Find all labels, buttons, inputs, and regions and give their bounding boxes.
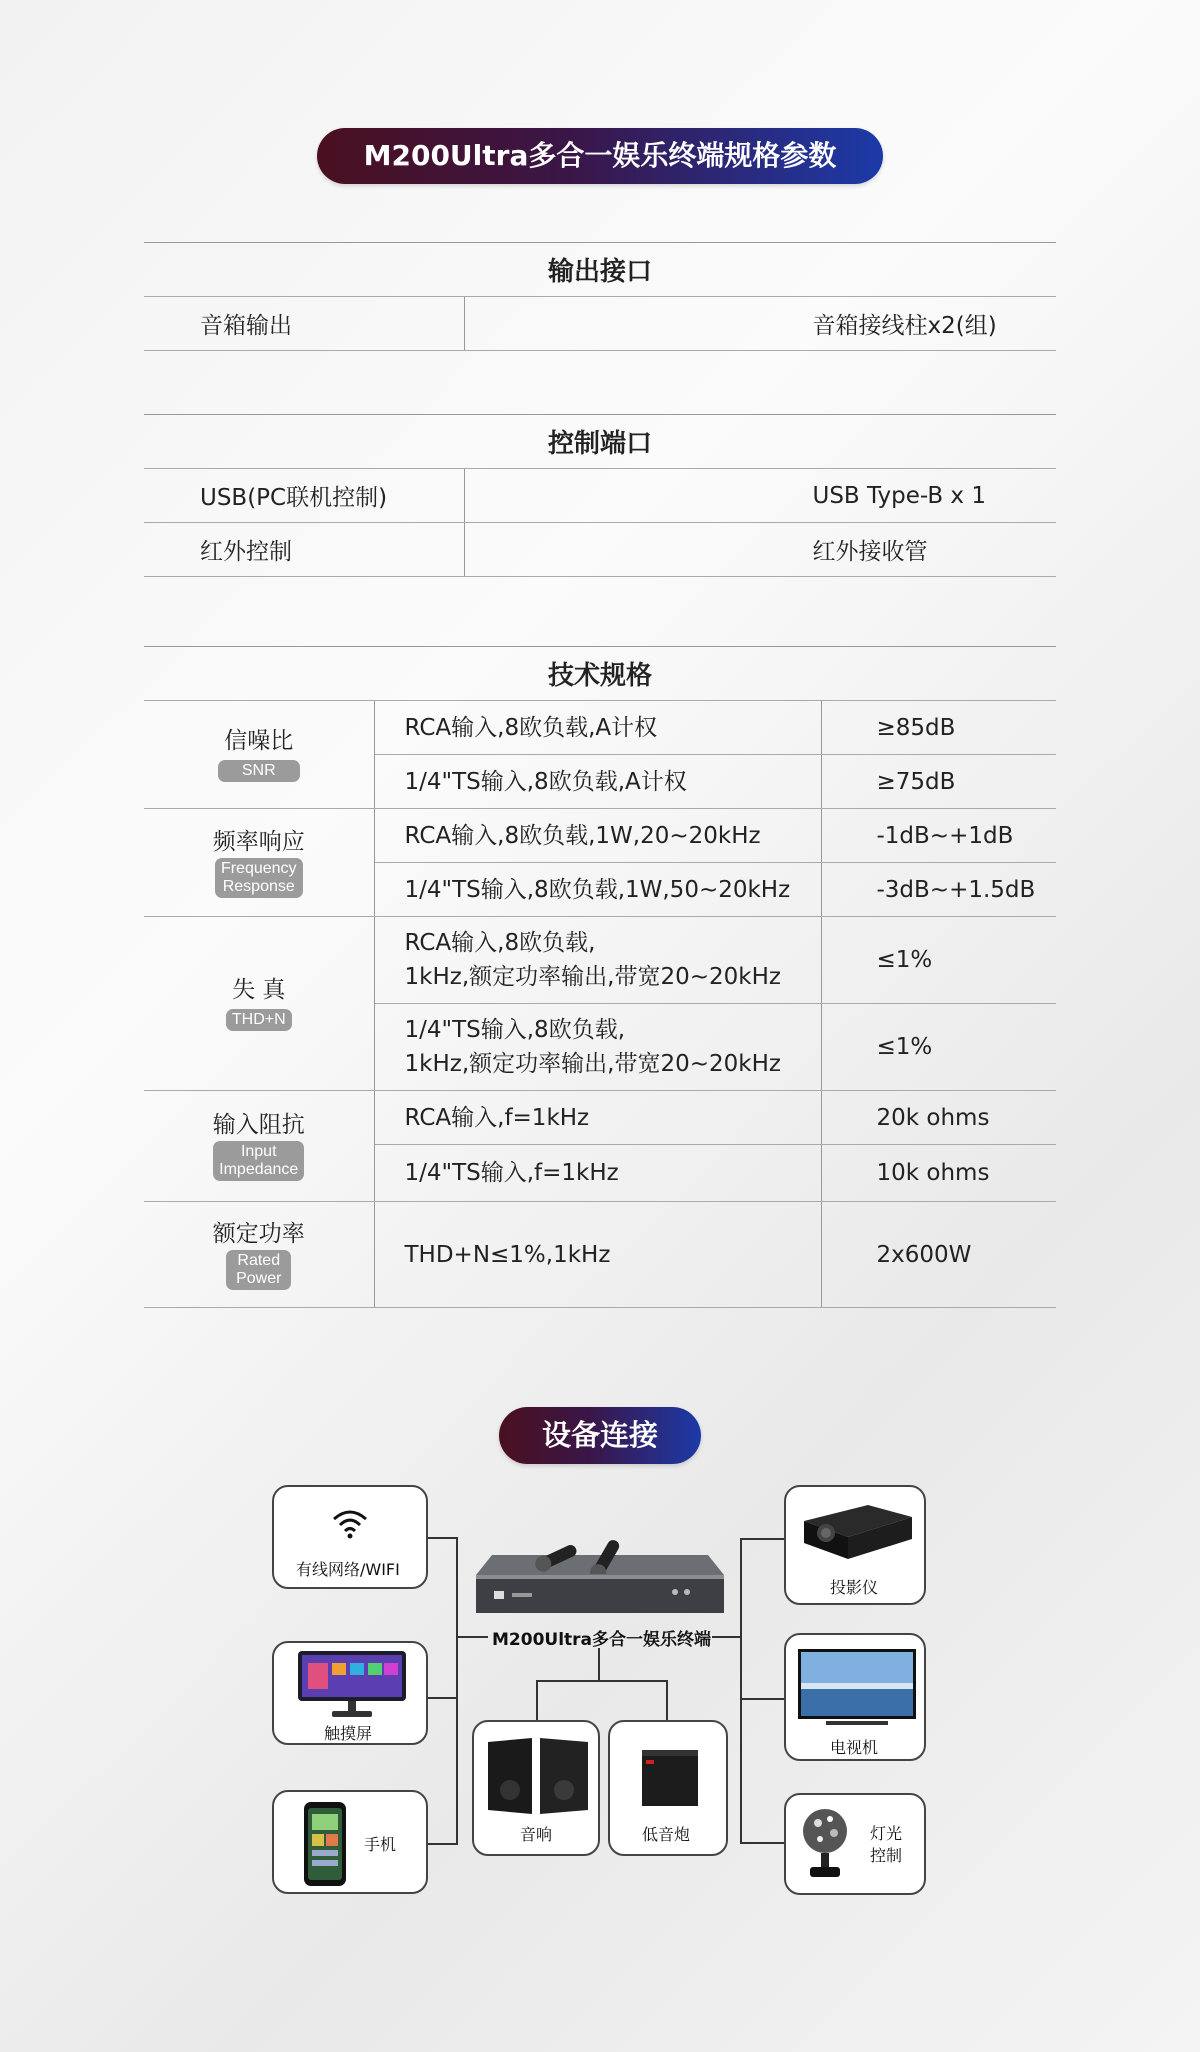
- phone-icon: [302, 1800, 348, 1888]
- thd-name: [144, 917, 374, 1091]
- connector-line: [536, 1680, 668, 1682]
- tv-icon: [796, 1647, 918, 1731]
- imp-cond-2: 1/4"TS输入,f=1kHz: [374, 1145, 821, 1202]
- subwoofer-label: 低音炮: [642, 1825, 691, 1844]
- connector-line: [740, 1538, 784, 1540]
- lighting-label-2: 控制: [870, 1846, 903, 1865]
- snr-val-2: ≥75dB: [821, 755, 1056, 809]
- freq-cond-2: 1/4"TS输入,8欧负载,1W,50~20kHz: [374, 863, 821, 917]
- tech-spec-table: [144, 646, 1056, 1308]
- connector-line: [456, 1537, 458, 1845]
- touchscreen-label: 触摸屏: [324, 1724, 373, 1743]
- projector-icon: [798, 1497, 916, 1567]
- thd-val-1: ≤1%: [821, 917, 1056, 1004]
- thd-cond-2a: 1/4"TS输入,8欧负载,: [404, 1017, 625, 1043]
- connector-line: [740, 1842, 784, 1844]
- thd-cn: 失 真: [232, 977, 286, 1003]
- thd-val-2: ≤1%: [821, 1004, 1056, 1091]
- thd-cond-2b: 1kHz,额定功率输出,带宽20~20kHz: [404, 1051, 781, 1077]
- wifi-label: 有线网络/WIFI: [296, 1560, 400, 1579]
- thd-cond-2: [374, 1004, 821, 1091]
- output-interface-table: [144, 242, 1056, 351]
- snr-cn: 信噪比: [224, 728, 294, 754]
- speaker-icon: [484, 1734, 592, 1818]
- snr-val-1: ≥85dB: [821, 701, 1056, 755]
- freq-badge-1: Frequency: [220, 859, 297, 877]
- connector-line: [428, 1843, 458, 1845]
- freq-cond-1: RCA输入,8欧负载,1W,20~20kHz: [374, 809, 821, 863]
- connector-line: [428, 1697, 458, 1699]
- pow-badge-1: Rated: [237, 1251, 281, 1269]
- imp-cn: 输入阻抗: [212, 1112, 305, 1138]
- phone-label: 手机: [364, 1835, 397, 1854]
- usb-value: USB Type-B x 1: [464, 469, 1056, 523]
- pow-cn: 额定功率: [212, 1220, 305, 1247]
- freq-cn: 频率响应: [212, 828, 305, 855]
- ir-value: 红外接收管: [464, 523, 1056, 577]
- disco-ball-icon: [800, 1805, 850, 1883]
- freq-name: [144, 809, 374, 917]
- tech-title: 技术规格: [144, 647, 1056, 701]
- imp-name: [144, 1091, 374, 1202]
- projector-box: [784, 1485, 926, 1605]
- connector-line: [666, 1680, 668, 1720]
- thd-cond-1a: RCA输入,8欧负载,: [404, 930, 596, 956]
- subwoofer-icon: [638, 1746, 702, 1812]
- touchscreen-icon: [296, 1649, 408, 1719]
- snr-cond-2: 1/4"TS输入,8欧负载,A计权: [374, 755, 821, 809]
- freq-badge-2: Response: [222, 877, 295, 895]
- imp-val-2: 10k ohms: [821, 1145, 1056, 1202]
- speaker-output-label: 音箱输出: [144, 297, 464, 351]
- device-connection-title: 设备连接: [499, 1407, 701, 1464]
- microphone-icon: [530, 1540, 640, 1574]
- connector-line: [536, 1680, 538, 1720]
- imp-val-1: 20k ohms: [821, 1091, 1056, 1145]
- pow-cond-1: THD+N≤1%,1kHz: [374, 1202, 821, 1308]
- center-device-label: M200Ultra多合一娱乐终端: [492, 1630, 712, 1650]
- imp-cond-1: RCA输入,f=1kHz: [374, 1091, 821, 1145]
- freq-badge: [215, 858, 303, 898]
- speaker-label: 音响: [520, 1825, 553, 1844]
- phone-box: [272, 1790, 428, 1894]
- lighting-label-1: 灯光: [870, 1824, 903, 1843]
- connector-line: [456, 1636, 488, 1638]
- connector-line: [428, 1537, 458, 1539]
- pow-name: [144, 1202, 374, 1308]
- connector-line: [740, 1698, 784, 1700]
- connector-line: [598, 1648, 600, 1680]
- pow-badge: [226, 1250, 291, 1290]
- thd-cond-1b: 1kHz,额定功率输出,带宽20~20kHz: [404, 964, 781, 990]
- thd-cond-1: [374, 917, 821, 1004]
- tv-label: 电视机: [830, 1738, 879, 1757]
- thd-badge: THD+N: [226, 1009, 292, 1031]
- freq-val-2: -3dB~+1.5dB: [821, 863, 1056, 917]
- usb-label: USB(PC联机控制): [144, 469, 464, 523]
- imp-badge-1: Input: [240, 1143, 277, 1160]
- speaker-box: [472, 1720, 600, 1856]
- speaker-output-value: 音箱接线柱x2(组): [464, 297, 1056, 351]
- pow-val-1: 2x600W: [821, 1202, 1056, 1308]
- freq-val-1: -1dB~+1dB: [821, 809, 1056, 863]
- control-port-table: [144, 414, 1056, 577]
- wifi-icon: [330, 1507, 370, 1539]
- page-title: M200Ultra多合一娱乐终端规格参数: [317, 128, 883, 184]
- snr-badge: SNR: [218, 760, 300, 782]
- snr-name: [144, 701, 374, 809]
- lighting-box: [784, 1793, 926, 1895]
- ir-label: 红外控制: [144, 523, 464, 577]
- connector-line: [740, 1538, 742, 1844]
- imp-badge: [213, 1141, 304, 1181]
- connector-line: [712, 1636, 742, 1638]
- imp-badge-2: Impedance: [219, 1161, 299, 1178]
- projector-label: 投影仪: [830, 1578, 879, 1597]
- snr-cond-1: RCA输入,8欧负载,A计权: [374, 701, 821, 755]
- tv-box: [784, 1633, 926, 1761]
- subwoofer-box: [608, 1720, 728, 1856]
- control-title: 控制端口: [144, 415, 1056, 469]
- touchscreen-box: [272, 1641, 428, 1745]
- output-title: 输出接口: [144, 243, 1056, 297]
- wifi-box: [272, 1485, 428, 1589]
- pow-badge-2: Power: [236, 1269, 282, 1287]
